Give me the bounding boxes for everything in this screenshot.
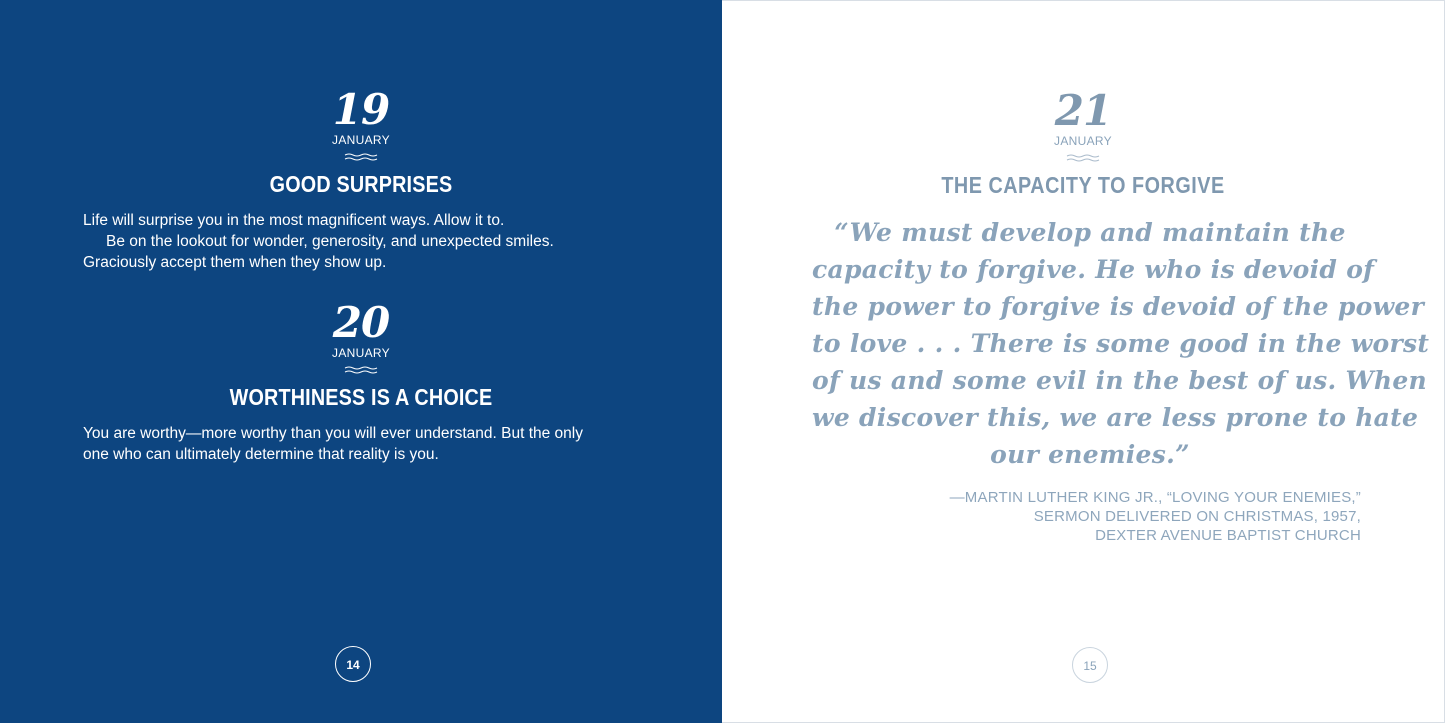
wave-divider-icon: [344, 366, 378, 374]
month-label: JANUARY: [1054, 134, 1112, 148]
day-number: 19: [332, 85, 390, 134]
left-page: [0, 0, 722, 723]
wave-divider-icon: [344, 153, 378, 161]
quote-line: we discover this, we are less prone to hate: [812, 403, 1419, 432]
month-label: JANUARY: [332, 133, 390, 147]
quote-line: the power to forgive is devoid of the power: [812, 292, 1425, 321]
body-line: Graciously accept them when they show up.: [83, 254, 387, 271]
right-page: [722, 0, 1445, 723]
quote-line: our enemies.”: [990, 440, 1190, 469]
body-line: You are worthy—more worthy than you will ever understand. But the only: [83, 425, 583, 442]
quote-line: of us and some evil in the best of us. When: [812, 366, 1428, 395]
page-number: 15: [1072, 647, 1108, 683]
body-line: Be on the lookout for wonder, generosity, and unexpected smiles.: [106, 233, 554, 250]
entry-20-header: [0, 298, 722, 410]
quote-line: “We must develop and maintain the: [834, 218, 1346, 247]
quote-attribution: [950, 488, 1361, 545]
day-number: 21: [1054, 86, 1112, 135]
wave-divider-icon: [1066, 154, 1100, 162]
quote-line: capacity to forgive. He who is devoid of: [812, 255, 1375, 284]
attribution-line: DEXTER AVENUE BAPTIST CHURCH: [1095, 527, 1361, 544]
day-number: 20: [332, 298, 390, 347]
quote-block: [812, 214, 1430, 473]
entry-title: WORTHINESS IS A CHOICE: [229, 384, 493, 410]
body-line: one who can ultimately determine that reality is you.: [83, 446, 439, 463]
entry-21-header: [722, 86, 1444, 198]
attribution-line: —MARTIN LUTHER KING JR., “LOVING YOUR ENEMIES,”: [949, 489, 1361, 506]
entry-19-header: [0, 85, 722, 197]
page-number: 14: [335, 646, 371, 682]
entry-title: GOOD SURPRISES: [269, 171, 453, 197]
entry-body: [83, 423, 643, 465]
quote-line: to love . . . There is some good in the worst: [812, 329, 1430, 358]
month-label: JANUARY: [332, 346, 390, 360]
entry-title: THE CAPACITY TO FORGIVE: [941, 172, 1225, 198]
entry-body: [83, 210, 643, 273]
body-line: Life will surprise you in the most magnificent ways. Allow it to.: [83, 212, 505, 229]
attribution-line: SERMON DELIVERED ON CHRISTMAS, 1957,: [1033, 508, 1361, 525]
